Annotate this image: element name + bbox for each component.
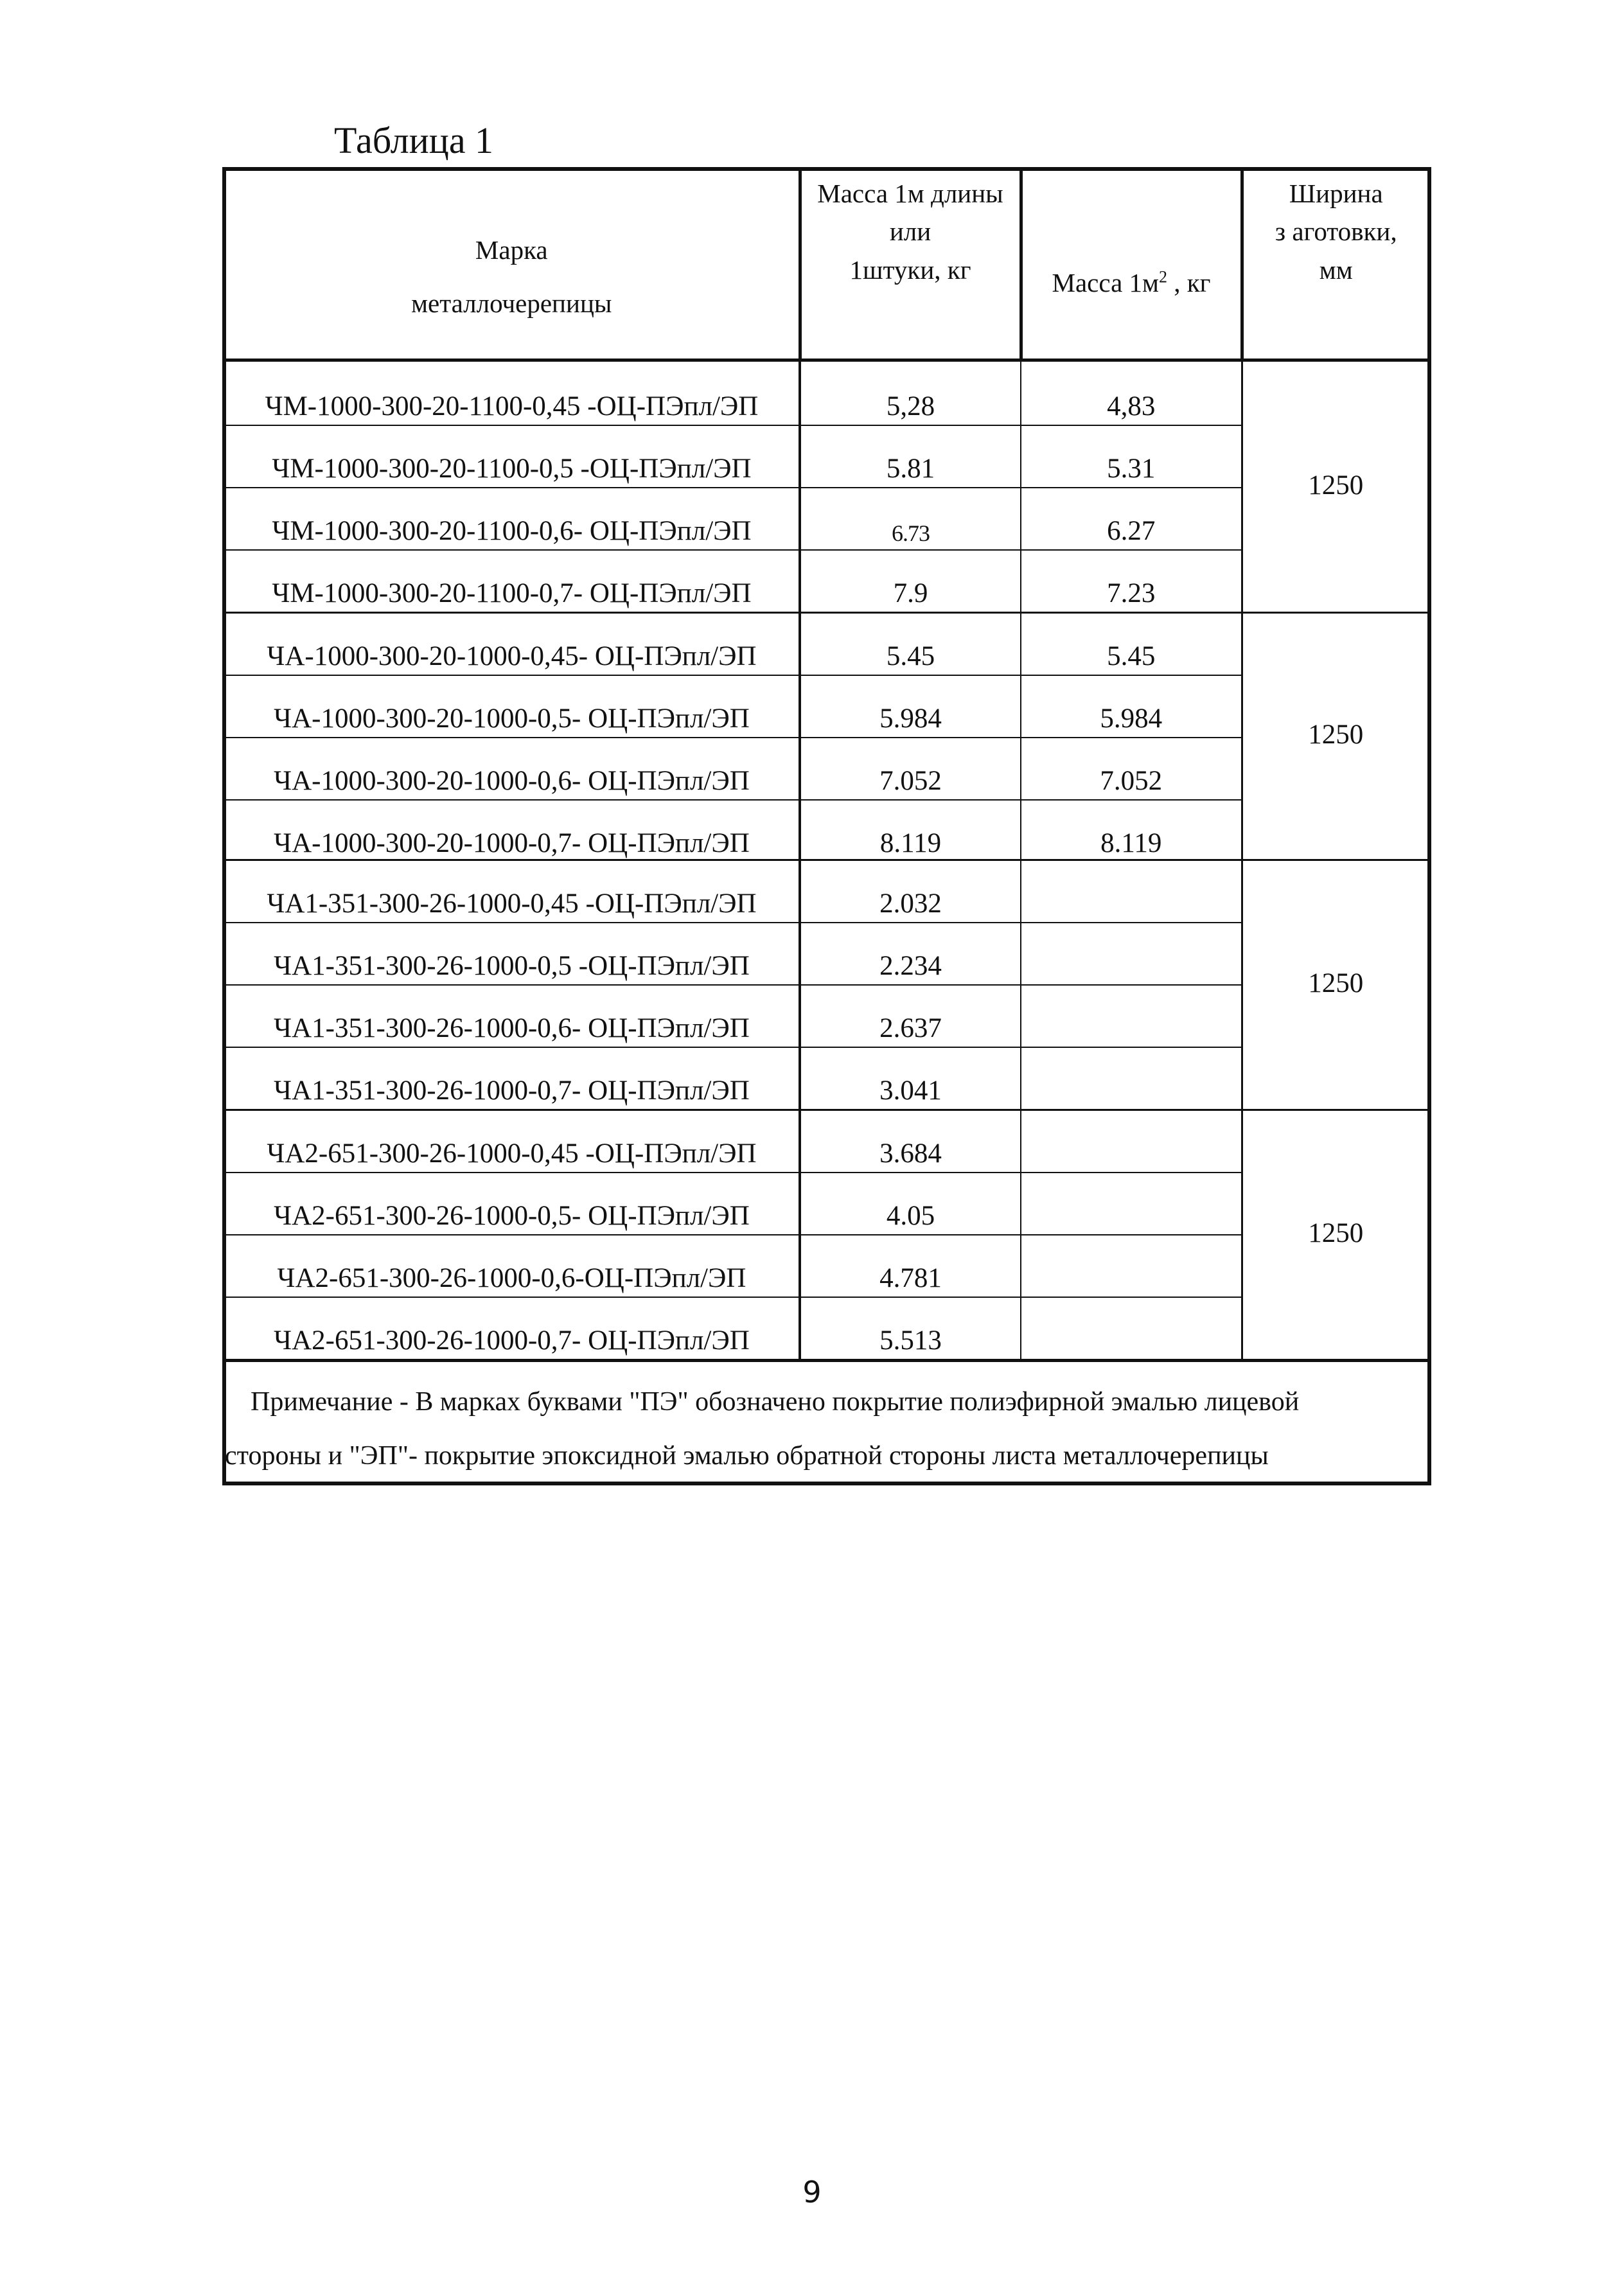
cell-mass-length: 6.73 xyxy=(800,488,1021,550)
header-mark-line1: Марка xyxy=(475,235,548,265)
table-row xyxy=(224,1110,1429,1173)
cell-width-group-4: 1250 xyxy=(1242,1110,1429,1361)
cell-mass-length: 5.513 xyxy=(800,1297,1021,1361)
roof-tile-table xyxy=(224,168,1430,1484)
cell-mass-m2: 7.052 xyxy=(1021,738,1242,800)
page-number: 9 xyxy=(802,2175,822,2209)
cell-mass-m2 xyxy=(1021,1173,1242,1235)
cell-width-group-3: 1250 xyxy=(1242,860,1429,1110)
table-row xyxy=(224,360,1429,426)
header-width xyxy=(1242,169,1429,360)
header-mass-length-line1: Масса 1м длины xyxy=(817,179,1003,208)
cell-mass-length: 3.041 xyxy=(800,1047,1021,1110)
cell-mass-length: 2.234 xyxy=(800,923,1021,985)
header-mass-m2-prefix: Масса 1м xyxy=(1052,268,1159,298)
cell-mass-m2: 6.27 xyxy=(1021,488,1242,550)
header-mass-length-line2: или xyxy=(889,217,931,247)
note-row xyxy=(224,1361,1429,1484)
cell-mark: ЧМ-1000-300-20-1100-0,7- ОЦ-ПЭпл/ЭП xyxy=(224,550,800,613)
cell-mass-m2 xyxy=(1021,1110,1242,1173)
cell-mark: ЧА-1000-300-20-1000-0,6- ОЦ-ПЭпл/ЭП xyxy=(224,738,800,800)
cell-mass-m2: 8.119 xyxy=(1021,800,1242,860)
cell-mass-length: 2.032 xyxy=(800,860,1021,923)
data-table-container xyxy=(224,168,1429,1484)
cell-mass-m2 xyxy=(1021,923,1242,985)
cell-mass-length: 4.05 xyxy=(800,1173,1021,1235)
note-line-2: стороны и "ЭП"- покрытие эпоксидной эмалью обратной стороны листа металлочерепицы xyxy=(225,1441,1269,1471)
cell-mass-length: 4.781 xyxy=(800,1235,1021,1297)
cell-mark: ЧА1-351-300-26-1000-0,7- ОЦ-ПЭпл/ЭП xyxy=(224,1047,800,1110)
cell-mark: ЧА-1000-300-20-1000-0,45- ОЦ-ПЭпл/ЭП xyxy=(224,613,800,676)
cell-mark: ЧА2-651-300-26-1000-0,7- ОЦ-ПЭпл/ЭП xyxy=(224,1297,800,1361)
header-width-line1: Ширина xyxy=(1289,179,1383,208)
cell-mass-length: 5,28 xyxy=(800,360,1021,426)
cell-mass-m2 xyxy=(1021,985,1242,1047)
cell-mass-m2: 5.31 xyxy=(1021,425,1242,488)
cell-mark: ЧА2-651-300-26-1000-0,5- ОЦ-ПЭпл/ЭП xyxy=(224,1173,800,1235)
cell-mark: ЧА1-351-300-26-1000-0,5 -ОЦ-ПЭпл/ЭП xyxy=(224,923,800,985)
table-row xyxy=(224,613,1429,676)
header-mass-m2-sup: 2 xyxy=(1158,267,1167,287)
cell-mass-length: 8.119 xyxy=(800,800,1021,860)
cell-mark: ЧА2-651-300-26-1000-0,6-ОЦ-ПЭпл/ЭП xyxy=(224,1235,800,1297)
header-mark-line2: металлочерепицы xyxy=(411,288,612,318)
header-width-line3: мм xyxy=(1319,254,1353,285)
cell-mass-length: 3.684 xyxy=(800,1110,1021,1173)
header-width-line2: з аготовки, xyxy=(1275,217,1397,247)
cell-mark: ЧА1-351-300-26-1000-0,45 -ОЦ-ПЭпл/ЭП xyxy=(224,860,800,923)
cell-mass-length: 5.984 xyxy=(800,675,1021,738)
table-row xyxy=(224,860,1429,923)
cell-mark: ЧА-1000-300-20-1000-0,5- ОЦ-ПЭпл/ЭП xyxy=(224,675,800,738)
cell-mass-m2 xyxy=(1021,1297,1242,1361)
cell-mark: ЧМ-1000-300-20-1100-0,5 -ОЦ-ПЭпл/ЭП xyxy=(224,425,800,488)
cell-mark: ЧА1-351-300-26-1000-0,6- ОЦ-ПЭпл/ЭП xyxy=(224,985,800,1047)
header-mass-m2 xyxy=(1021,169,1242,360)
cell-mass-length: 5.45 xyxy=(800,613,1021,676)
table-title: Таблица 1 xyxy=(334,120,494,161)
cell-mark: ЧМ-1000-300-20-1100-0,6- ОЦ-ПЭпл/ЭП xyxy=(224,488,800,550)
header-mass-length-line3: 1штуки, кг xyxy=(849,254,971,285)
note-cell xyxy=(224,1361,1429,1484)
cell-mass-length: 7.052 xyxy=(800,738,1021,800)
cell-mass-length: 5.81 xyxy=(800,425,1021,488)
note-line-1: Примечание - В марках буквами "ПЭ" обозначено покрытие полиэфирной эмалью лицевой xyxy=(251,1387,1300,1417)
cell-mass-length: 7.9 xyxy=(800,550,1021,613)
cell-mass-m2 xyxy=(1021,1235,1242,1297)
cell-mass-m2: 5.45 xyxy=(1021,613,1242,676)
cell-mass-m2 xyxy=(1021,1047,1242,1110)
cell-mass-m2: 7.23 xyxy=(1021,550,1242,613)
cell-mark: ЧМ-1000-300-20-1100-0,45 -ОЦ-ПЭпл/ЭП xyxy=(224,360,800,426)
table-header-row xyxy=(224,169,1429,360)
header-mass-length xyxy=(800,169,1021,360)
header-mark xyxy=(224,169,800,360)
cell-mass-m2: 4,83 xyxy=(1021,360,1242,426)
cell-width-group-1: 1250 xyxy=(1242,360,1429,613)
cell-mark: ЧА-1000-300-20-1000-0,7- ОЦ-ПЭпл/ЭП xyxy=(224,800,800,860)
cell-mass-m2: 5.984 xyxy=(1021,675,1242,738)
cell-width-group-2: 1250 xyxy=(1242,613,1429,860)
cell-mark: ЧА2-651-300-26-1000-0,45 -ОЦ-ПЭпл/ЭП xyxy=(224,1110,800,1173)
header-mass-m2-suffix: , кг xyxy=(1167,268,1211,298)
cell-mass-m2 xyxy=(1021,860,1242,923)
cell-mass-length: 2.637 xyxy=(800,985,1021,1047)
